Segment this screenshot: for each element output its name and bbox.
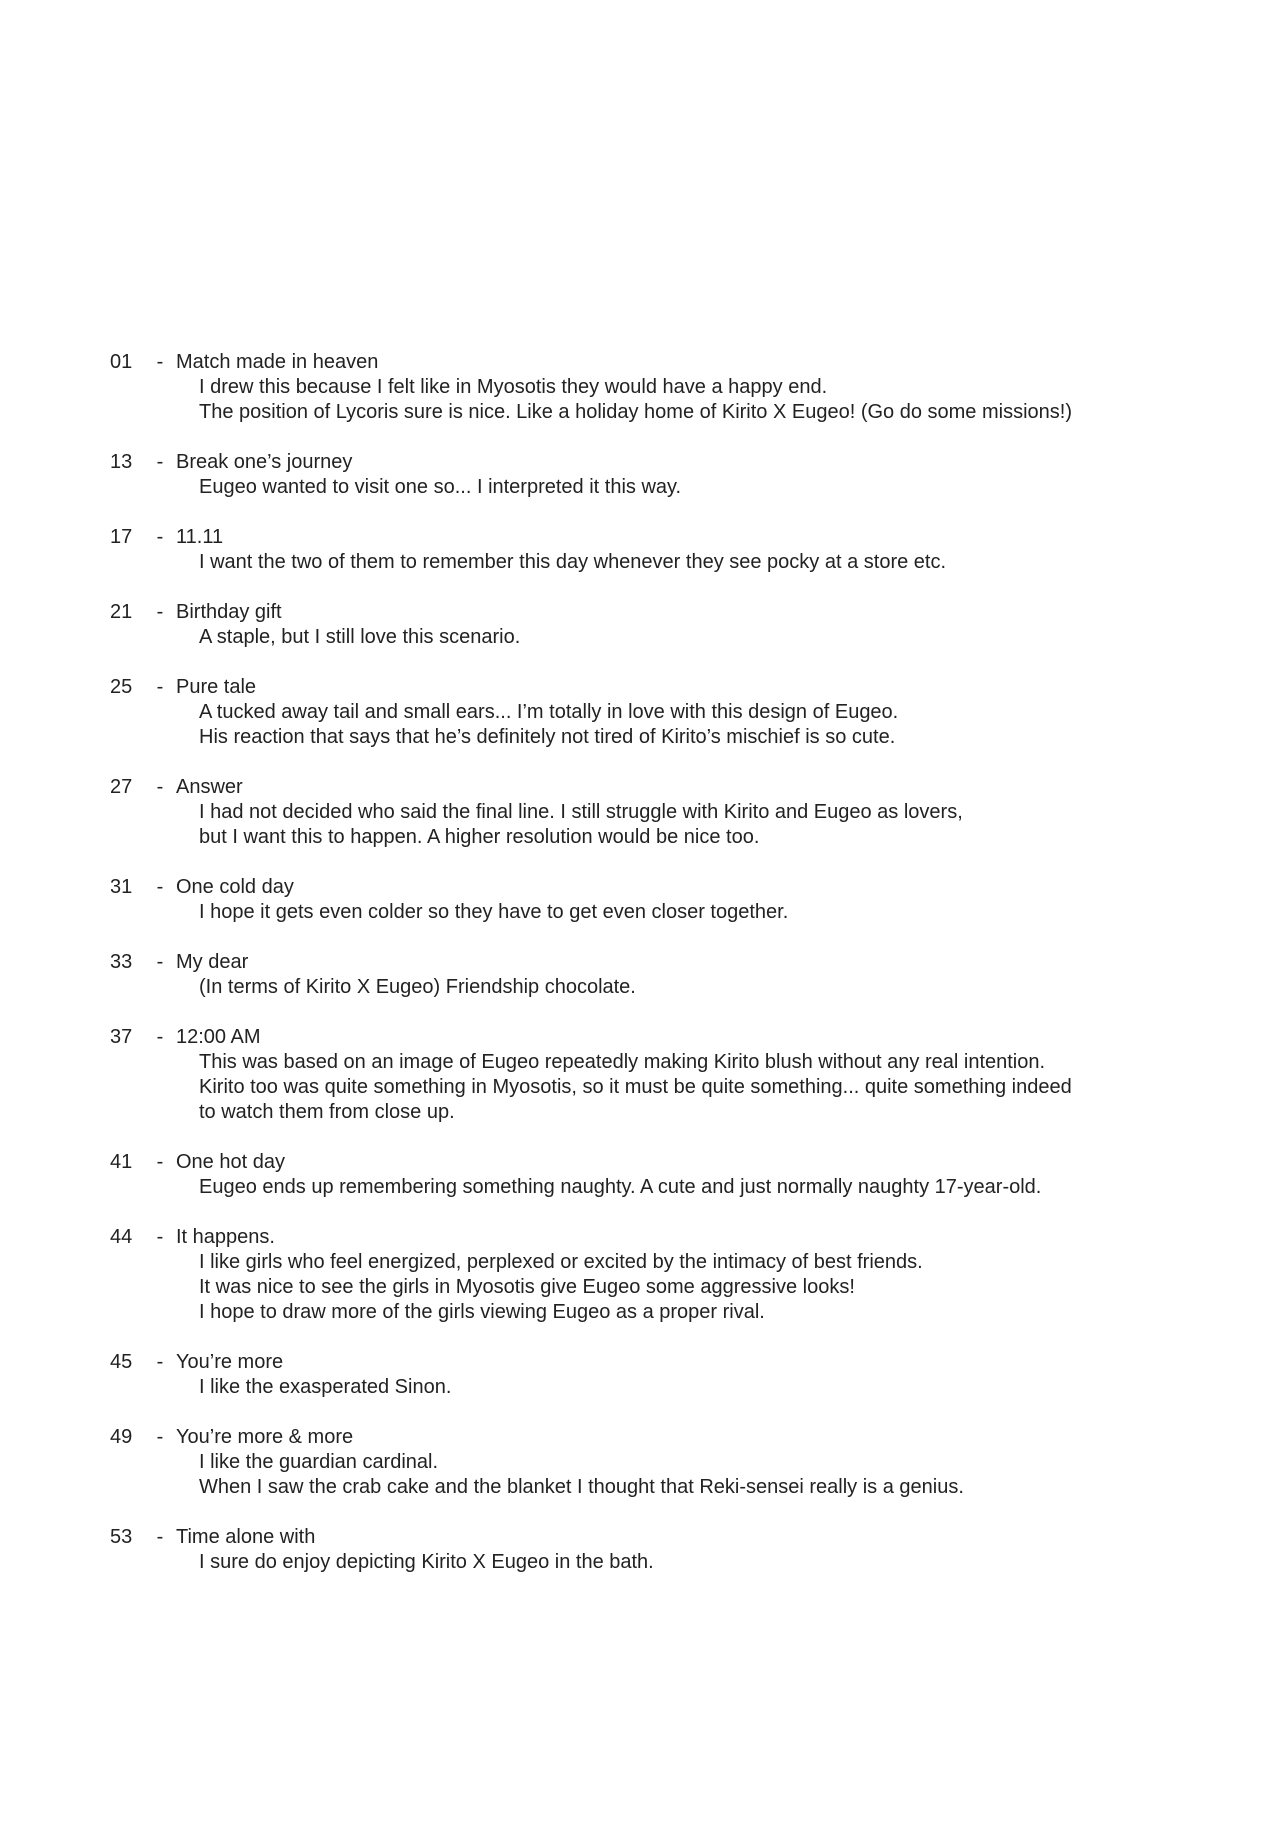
entry-description	[199, 1550, 1170, 1575]
entry-header	[110, 1225, 1170, 1250]
entry-title: Time alone with	[176, 1526, 316, 1548]
entry-header	[110, 1025, 1170, 1050]
entry-title: Break one’s journey	[176, 451, 353, 473]
separator-dash: -	[156, 601, 164, 623]
description-line: but I want this to happen. A higher resolution would be nice too.	[199, 826, 760, 848]
description-line: (In terms of Kirito X Eugeo) Friendship chocolate.	[199, 976, 636, 998]
entry-header	[110, 450, 1170, 475]
description-line: I hope to draw more of the girls viewing Eugeo as a proper rival.	[199, 1301, 765, 1323]
entry-description	[199, 1375, 1170, 1400]
description-line: Kirito too was quite something in Myosotis, so it must be quite something... quite something indeed	[199, 1076, 1072, 1098]
page-number: 27	[110, 776, 133, 798]
page-number: 44	[110, 1226, 133, 1248]
entry-description	[199, 625, 1170, 650]
entry-header	[110, 350, 1170, 375]
description-line: I like the guardian cardinal.	[199, 1451, 439, 1473]
commentary-entry	[110, 1350, 1170, 1400]
entry-description	[199, 475, 1170, 500]
entry-description	[199, 1450, 1170, 1500]
page-number: 21	[110, 601, 133, 623]
separator-dash: -	[156, 876, 164, 898]
entry-description	[199, 1250, 1170, 1325]
entry-header	[110, 1425, 1170, 1450]
description-line: to watch them from close up.	[199, 1101, 455, 1123]
entry-description	[199, 375, 1170, 425]
entry-header	[110, 600, 1170, 625]
page-number: 37	[110, 1026, 133, 1048]
commentary-entry	[110, 1150, 1170, 1200]
page-number: 31	[110, 876, 133, 898]
entry-description	[199, 975, 1170, 1000]
separator-dash: -	[156, 1026, 164, 1048]
entry-description	[199, 1050, 1170, 1125]
page-number: 25	[110, 676, 133, 698]
entry-title: One hot day	[176, 1151, 285, 1173]
entry-header	[110, 1350, 1170, 1375]
description-line: I like girls who feel energized, perplexed or excited by the intimacy of best friends.	[199, 1251, 923, 1273]
commentary-entry	[110, 600, 1170, 650]
entry-title: One cold day	[176, 876, 294, 898]
entry-description	[199, 900, 1170, 925]
description-line: It was nice to see the girls in Myosotis give Eugeo some aggressive looks!	[199, 1276, 855, 1298]
commentary-entry	[110, 1525, 1170, 1575]
entry-title: It happens.	[176, 1226, 275, 1248]
page-number: 45	[110, 1351, 133, 1373]
entry-header	[110, 950, 1170, 975]
page-number: 17	[110, 526, 133, 548]
commentary-entry	[110, 450, 1170, 500]
separator-dash: -	[156, 1151, 164, 1173]
entry-header	[110, 675, 1170, 700]
separator-dash: -	[156, 1351, 164, 1373]
description-line: I had not decided who said the final line. I still struggle with Kirito and Eugeo as lovers,	[199, 801, 963, 823]
page-number: 13	[110, 451, 133, 473]
separator-dash: -	[156, 1526, 164, 1548]
separator-dash: -	[156, 1226, 164, 1248]
description-line: A staple, but I still love this scenario.	[199, 626, 521, 648]
commentary-entry	[110, 350, 1170, 425]
entry-description	[199, 800, 1170, 850]
description-line: I want the two of them to remember this day whenever they see pocky at a store etc.	[199, 551, 947, 573]
commentary-entry	[110, 1225, 1170, 1325]
separator-dash: -	[156, 451, 164, 473]
description-line: I drew this because I felt like in Myosotis they would have a happy end.	[199, 376, 828, 398]
commentary-entry	[110, 775, 1170, 850]
description-line: The position of Lycoris sure is nice. Like a holiday home of Kirito X Eugeo! (Go do some missions!)	[199, 401, 1072, 423]
commentary-entry	[110, 1025, 1170, 1125]
entry-header	[110, 875, 1170, 900]
separator-dash: -	[156, 776, 164, 798]
entry-title: Pure tale	[176, 676, 257, 698]
description-line: Eugeo ends up remembering something naughty. A cute and just normally naughty 17-year-old.	[199, 1176, 1042, 1198]
entry-description	[199, 550, 1170, 575]
page-number: 01	[110, 351, 133, 373]
entry-title: 12:00 AM	[176, 1026, 261, 1048]
page-number: 53	[110, 1526, 133, 1548]
separator-dash: -	[156, 351, 164, 373]
description-line: I like the exasperated Sinon.	[199, 1376, 452, 1398]
commentary-entry	[110, 525, 1170, 575]
page-number: 49	[110, 1426, 133, 1448]
entry-header	[110, 1150, 1170, 1175]
commentary-list	[110, 350, 1170, 1600]
description-line: I sure do enjoy depicting Kirito X Eugeo in the bath.	[199, 1551, 654, 1573]
entry-title: Birthday gift	[176, 601, 282, 623]
entry-title: You’re more	[176, 1351, 284, 1373]
separator-dash: -	[156, 1426, 164, 1448]
commentary-entry	[110, 875, 1170, 925]
description-line: A tucked away tail and small ears... I’m totally in love with this design of Eugeo.	[199, 701, 899, 723]
entry-title: My dear	[176, 951, 249, 973]
entry-title: Match made in heaven	[176, 351, 379, 373]
entry-header	[110, 1525, 1170, 1550]
commentary-entry	[110, 1425, 1170, 1500]
page-number: 33	[110, 951, 133, 973]
entry-description	[199, 1175, 1170, 1200]
commentary-entry	[110, 950, 1170, 1000]
separator-dash: -	[156, 676, 164, 698]
commentary-entry	[110, 675, 1170, 750]
entry-title: You’re more & more	[176, 1426, 354, 1448]
description-line: This was based on an image of Eugeo repeatedly making Kirito blush without any real intention.	[199, 1051, 1046, 1073]
separator-dash: -	[156, 526, 164, 548]
description-line: Eugeo wanted to visit one so... I interpreted it this way.	[199, 476, 682, 498]
description-line: When I saw the crab cake and the blanket I thought that Reki-sensei really is a genius.	[199, 1476, 964, 1498]
separator-dash: -	[156, 951, 164, 973]
entry-header	[110, 775, 1170, 800]
entry-header	[110, 525, 1170, 550]
page-number: 41	[110, 1151, 133, 1173]
description-line: I hope it gets even colder so they have to get even closer together.	[199, 901, 789, 923]
entry-title: Answer	[176, 776, 243, 798]
entry-title: 11.11	[176, 526, 224, 548]
description-line: His reaction that says that he’s definitely not tired of Kirito’s mischief is so cute.	[199, 726, 896, 748]
entry-description	[199, 700, 1170, 750]
